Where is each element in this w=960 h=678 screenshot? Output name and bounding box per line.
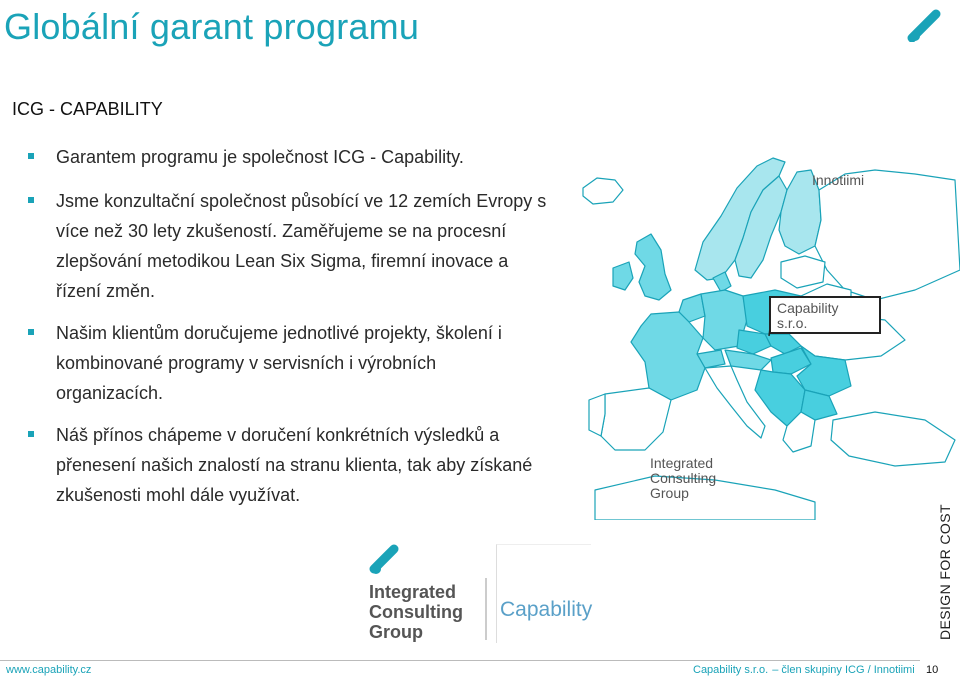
- bullet-item: Jsme konzultační společnost působící ve 12 zemích Evropy s více než 30 lety zkušeností. Zaměřujeme se na procesní zlepšování metodikou Lean Six Sigma, firemní inovace a řízení změn.: [28, 186, 558, 306]
- map-uk: [635, 234, 671, 300]
- map-france: [631, 312, 705, 400]
- bullet-item: Garantem programu je společnost ICG - Capability.: [28, 142, 558, 172]
- icg-logo-line3: Group: [369, 622, 423, 642]
- capability-logo-text: Capability: [500, 598, 593, 621]
- europe-map: [575, 150, 960, 520]
- logo-divider: [485, 578, 487, 640]
- side-label: DESIGN FOR COST: [937, 504, 953, 640]
- map-label-icg-line2: Consulting: [650, 470, 717, 486]
- map-label-capability-line1: Capability: [777, 300, 839, 316]
- icg-logo-text: [369, 582, 463, 642]
- map-label-innotiimi: Innotiimi: [812, 172, 865, 188]
- section-subtitle: ICG - CAPABILITY: [12, 99, 163, 119]
- bullet-item: Našim klientům doručujeme jednotlivé projekty, školení i kombinované programy v servisních i výrobních organizacích.: [28, 318, 526, 408]
- footer-member: – člen skupiny ICG / Innotiimi: [772, 664, 915, 676]
- footer-company-name: Capability s.r.o.: [693, 664, 769, 676]
- page-number: 10: [926, 664, 939, 676]
- map-label-icg-line1: Integrated: [650, 455, 714, 471]
- map-italy: [705, 366, 765, 438]
- map-label-capability-line2: s.r.o.: [777, 315, 808, 331]
- map-turkey: [831, 412, 955, 466]
- footer-url-link[interactable]: www.capability.cz: [6, 664, 92, 676]
- map-label-icg-line3: Group: [650, 485, 689, 501]
- icg-logo-line1: Integrated: [369, 582, 457, 602]
- map-ireland: [613, 262, 633, 290]
- map-baltics: [781, 256, 825, 288]
- capability-logo-frame: [496, 544, 591, 643]
- map-label-capability-box: [769, 296, 881, 334]
- map-label-icg: [650, 456, 716, 501]
- map-iceland: [583, 178, 623, 204]
- bullet-list: [28, 142, 558, 522]
- footer-company: [693, 664, 915, 676]
- footer-divider: [0, 660, 920, 661]
- map-russia: [815, 170, 960, 300]
- map-portugal: [589, 394, 605, 436]
- icg-logo-line2: Consulting: [369, 602, 463, 622]
- page-title: Globální garant programu: [4, 6, 420, 47]
- icg-brand-icon: [906, 8, 946, 42]
- map-spain: [601, 388, 671, 450]
- bullet-item: Náš přínos chápeme v doručení konkrétních výsledků a přenesení našich znalostí na stranu klienta, tak aby získané zkušenosti mohl dále využívat.: [28, 420, 561, 510]
